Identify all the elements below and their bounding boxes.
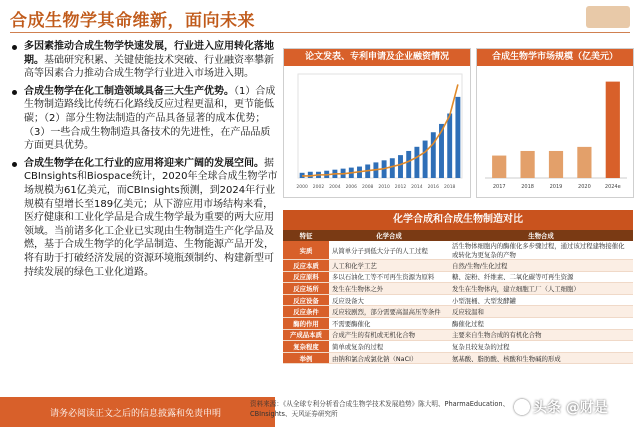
watermark: 头条 @财是 (533, 400, 608, 416)
row-label: 反应条件 (283, 306, 329, 318)
tick-label: 2017 (492, 184, 506, 190)
table-row (283, 283, 633, 295)
table-row (283, 352, 633, 364)
market-chart-panel (476, 48, 634, 198)
table-cell: 氨基酸、脂肪酸、核酸和生物碱的形成 (449, 352, 633, 364)
trend-chart-title: 论文发表、专利申请及企业融资情况 (284, 49, 470, 66)
table-cell: 反应设备大 (329, 294, 449, 306)
bar (398, 155, 403, 178)
table-header: 特征 (283, 230, 329, 241)
row-label: 反应场所 (283, 283, 329, 295)
row-label: 实质 (283, 241, 329, 260)
tick-label: 2024e (604, 184, 621, 190)
bar (431, 132, 436, 178)
table-header: 生物合成 (449, 230, 633, 241)
table-cell: 复杂且较复杂的过程 (449, 341, 633, 353)
table-cell: 糖、淀粉、纤维素、二氧化碳等可再生资源 (449, 271, 633, 283)
header (0, 0, 640, 40)
table-row (283, 271, 633, 283)
table-row (283, 341, 633, 353)
tick-label: 2018 (521, 184, 534, 190)
bullet-heading: 多因素推动合成生物学快速发展，行业进入应用转化落地期。 (24, 41, 274, 66)
bullet-item (10, 40, 278, 81)
bullet-body: 基础研究积累、关键使能技术突破、行业融资率攀新高等因素合力推动合成生物学行业进入市场进入期。 (24, 54, 274, 80)
tick-label: 2000 (296, 185, 308, 190)
bar (390, 158, 395, 178)
bullet-item (10, 157, 278, 279)
table-cell: 从简单分子到低大分子的人工过程 (329, 241, 449, 260)
tick-label: 2016 (427, 185, 440, 190)
row-label: 反应本质 (283, 260, 329, 272)
table-cell: 由钠和氯合成氯化钠（NaCl） (329, 352, 449, 364)
tick-label: 2004 (329, 185, 341, 190)
bar (423, 141, 428, 178)
tick-label: 2020 (578, 184, 591, 190)
tick-label: 2018 (443, 185, 456, 190)
bullet-heading: 合成生物学在化工行业的应用将迎来广阔的发展空间。 (24, 157, 264, 169)
table-cell: 合成产生的有机或无机化合物 (329, 329, 449, 341)
table-header-row (283, 230, 633, 241)
table-row (283, 317, 633, 329)
tick-label: 2002 (312, 185, 325, 190)
table-cell: 多以石油化工等不可再生资源为原料 (329, 271, 449, 283)
table-row (283, 241, 633, 260)
table-cell: 反应较剧烈，部分需要高温高压等条件 (329, 306, 449, 318)
table-cell: 简单或复杂的过程 (329, 341, 449, 353)
row-label: 反应原料 (283, 271, 329, 283)
table-cell: 不需要酶催化 (329, 317, 449, 329)
bullet-body: （1）合成生物制造路线比传统石化路线反应过程更温和，更节能低碳；（2）部分生物法制造的产品具备显著的成本优势；（3）一些合成生物制造具备技术的先进性，在产品品质方面更具优势。 (24, 85, 276, 152)
tick-label: 2006 (345, 185, 358, 190)
footer-bar (0, 397, 275, 427)
row-label: 酶的作用 (283, 317, 329, 329)
bar (406, 151, 411, 178)
disclaimer-note: 请务必阅读正文之后的信息披露和免责申明 (50, 409, 222, 419)
table-cell: 人工和化学工艺 (329, 260, 449, 272)
table-row (283, 306, 633, 318)
table-row (283, 260, 633, 272)
tick-label: 2014 (411, 185, 423, 190)
bar (414, 147, 419, 178)
table-cell: 发生在生物体内，建立细胞工厂（人工细胞） (449, 283, 633, 295)
title-divider (10, 32, 630, 33)
brand-logo (586, 6, 630, 28)
market-size-chart (477, 66, 633, 197)
market-chart-title: 合成生物学市场规模（亿美元） (477, 49, 633, 66)
table-cell: 主要来自生物合成的有机化合物 (449, 329, 633, 341)
table-row (283, 329, 633, 341)
row-label: 举例 (283, 352, 329, 364)
tick-label: 2008 (361, 185, 374, 190)
source-note: 资料来源：《从全球专利分析看合成生物学技术发展趋势》陈大明、PharmaEducation、CBInsights、天风证券研究所 (250, 400, 510, 418)
bar (606, 82, 620, 178)
bar (521, 151, 535, 178)
bullet-item (10, 85, 278, 153)
table-cell: 酶催化过程 (449, 317, 633, 329)
bar (549, 151, 563, 178)
plot-area (298, 74, 462, 178)
table-cell: 小型混桶、大型发酵罐 (449, 294, 633, 306)
row-label: 复杂程度 (283, 341, 329, 353)
bar (577, 147, 591, 178)
table-cell: 自然/生物/生化过程 (449, 260, 633, 272)
table-title: 化学合成和合成生物制造对比 (283, 210, 633, 230)
tick-label: 2012 (394, 185, 407, 190)
table-row (283, 294, 633, 306)
comparison-table-block (283, 210, 633, 395)
bullet-body: 据CBInsights和Biospace统计，2020年全球合成生物学市场规模为61亿美元，而CBInsights预测，到2024年行业规模有望增长至189亿美元；从下游应用市场结构来看，医疗健康和工业化学品是合成生物学最为重要的两大应用领域。当前诸多化工企业已实现由生物制造生产化学品及燃，基于合成生物学的化学品制造、生物能源产品开发，将有助于打破经济发展的资源环境瓶颈制约、构建新型可持续发展的绿色工业化道路。 (24, 157, 278, 278)
table-cell: 发生在生物体之外 (329, 283, 449, 295)
bar (447, 114, 452, 178)
comparison-table (283, 230, 633, 364)
bullet-heading: 合成生物学在化工制造领域具备三大生产优势。 (24, 85, 234, 97)
trend-chart (284, 66, 470, 197)
bullet-list (10, 40, 278, 283)
bar (455, 97, 460, 178)
bar (308, 172, 313, 178)
page-title: 合成生物学其命维新，面向未来 (10, 11, 255, 31)
row-label: 产成品本质 (283, 329, 329, 341)
tick-label: 2019 (549, 184, 563, 190)
row-label: 反应设备 (283, 294, 329, 306)
table-cell: 反应较温和 (449, 306, 633, 318)
table-header: 化学合成 (329, 230, 449, 241)
table-cell: 活生物体细胞内的酶催化多步骤过程，通过该过程建物接催化或转化为更复杂的产物 (449, 241, 633, 260)
tick-label: 2010 (378, 185, 390, 190)
bar (492, 156, 506, 178)
watermark-icon (514, 399, 530, 415)
trend-chart-panel (283, 48, 471, 198)
